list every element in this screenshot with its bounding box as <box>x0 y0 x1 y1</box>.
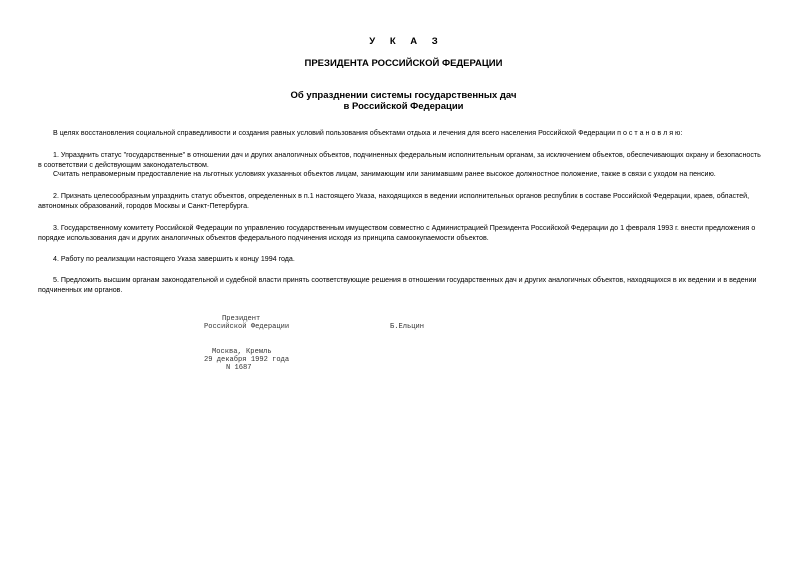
intro-text: В целях восстановления социальной справедливости и создания равных условий пользования объектами отдыха и лечения для всего населения Российской Федерации п о с т а н о в л я ю: <box>53 129 683 137</box>
subject-title-line1: Об упразднении системы государственных дач <box>290 90 517 101</box>
paragraph-3-line1: 3. Государственному комитету Российской Федерации по управлению государственным имуществом совместно с Администрацией Президента Российской Федерации до 1 февраля 1993 г. внести предложения о <box>53 224 756 232</box>
signatory-title-line2: Российской Федерации <box>204 323 290 331</box>
signing-date: 29 декабря 1992 года <box>204 356 290 364</box>
decree-number: N 1687 <box>226 364 252 372</box>
paragraph-1 <box>38 151 769 170</box>
paragraph-3 <box>38 224 769 243</box>
issuer-heading: ПРЕЗИДЕНТА РОССИЙСКОЙ ФЕДЕРАЦИИ <box>304 58 503 69</box>
subject-title-line2: в Российской Федерации <box>343 101 464 112</box>
paragraph-1b-text: Считать неправомерным предоставление на льготных условиях указанных объектов лицам, занимающим или занимавшим ранее высокое должностное положение, также в связи с уходом на пенсию. <box>53 170 716 178</box>
intro-paragraph <box>38 129 769 139</box>
paragraph-2 <box>38 192 769 211</box>
doc-type-heading: У К А З <box>369 36 444 47</box>
paragraph-1-line1: 1. Упразднить статус "государственные" в отношении дач и других аналогичных объектов, подчиненных федеральным исполнительным органам, за исключением объектов, обеспечивающих охрану и безопасность <box>53 151 761 159</box>
paragraph-2-line1: 2. Признать целесообразным упразднить статус объектов, определенных в п.1 настоящего Указа, находящихся в ведении исполнительных органов республик в составе Российской Федерации, краев, областей, <box>53 192 750 200</box>
paragraph-5-line2: подчиненных им органов. <box>38 285 123 294</box>
signatory-title-line1: Президент <box>222 315 261 323</box>
paragraph-5-line1: 5. Предложить высшим органам законодательной и судебной власти принять соответствующие решения в отношении государственных дач и других аналогичных объектов, находящихся в их ведении и в ведении <box>53 276 757 284</box>
signatory-name: Б.Ельцин <box>390 323 425 331</box>
paragraph-1-line2: в соответствии с действующим законодательством. <box>38 160 209 169</box>
paragraph-5 <box>38 276 769 295</box>
paragraph-1-continuation <box>38 170 769 180</box>
paragraph-4-text: 4. Работу по реализации настоящего Указа завершить к концу 1994 года. <box>53 255 295 263</box>
signing-place: Москва, Кремль <box>212 348 272 356</box>
paragraph-4 <box>38 255 769 265</box>
paragraph-2-line2: автономных образований, городов Москвы и Санкт-Петербурга. <box>38 201 249 210</box>
paragraph-3-line2: порядке использования дач и других аналогичных объектов федерального подчинения исходя из принципа самоокупаемости объектов. <box>38 233 489 242</box>
